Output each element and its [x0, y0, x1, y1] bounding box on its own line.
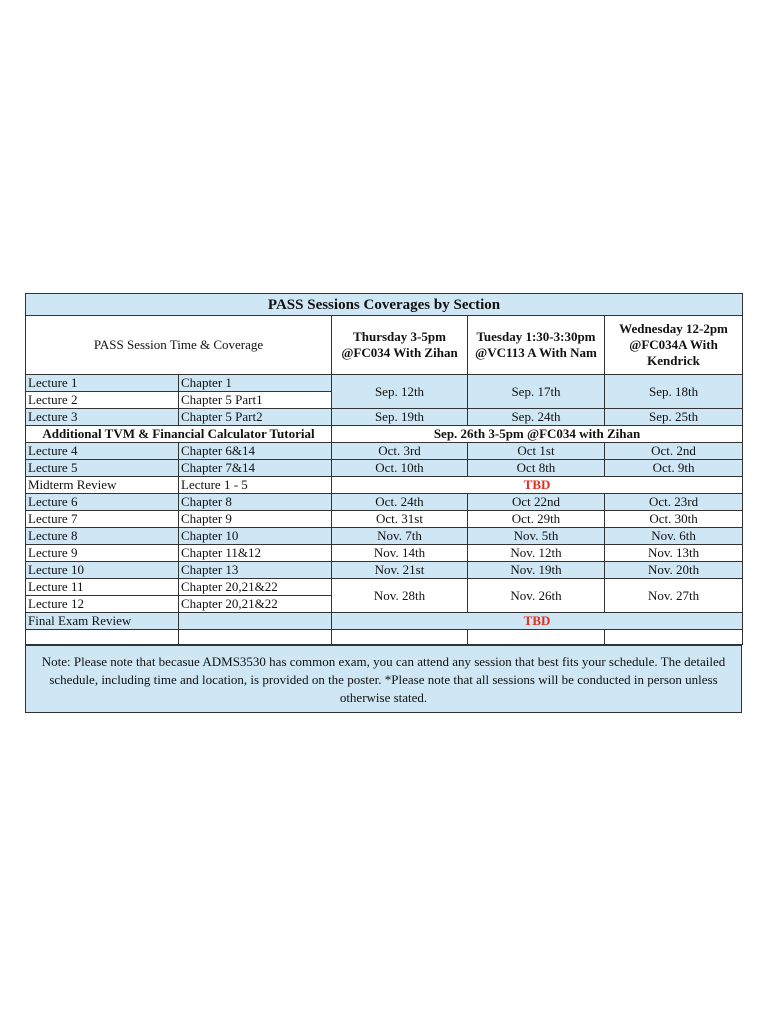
date-cell: Oct 22nd [468, 494, 605, 511]
header-section-thursday: Thursday 3-5pm @FC034 With Zihan [332, 316, 468, 375]
spacer-cell [26, 630, 179, 645]
lecture-cell: Lecture 5 [26, 460, 179, 477]
chapter-cell: Chapter 9 [179, 511, 332, 528]
final-tbd: TBD [332, 613, 743, 630]
midterm-tbd: TBD [332, 477, 743, 494]
date-cell: Nov. 27th [605, 579, 743, 613]
table-row [26, 511, 743, 528]
lecture-cell: Lecture 6 [26, 494, 179, 511]
chapter-cell: Chapter 20,21&22 [179, 579, 332, 596]
date-cell: Nov. 13th [605, 545, 743, 562]
chapter-cell: Chapter 11&12 [179, 545, 332, 562]
table-row [26, 545, 743, 562]
table-row [26, 409, 743, 426]
table-row [26, 426, 743, 443]
note-text: Note: Please note that becasue ADMS3530 has common exam, you can attend any session that best fits your schedule. The detailed schedule, including time and location, is provided on the poster. *Please note that all sessions will be conducted in person unless otherwise stated. [41, 654, 726, 705]
date-cell: Nov. 14th [332, 545, 468, 562]
chapter-cell [179, 613, 332, 630]
date-cell: Oct. 24th [332, 494, 468, 511]
date-cell: Oct. 10th [332, 460, 468, 477]
lecture-cell: Lecture 1 [26, 375, 179, 392]
table-row [26, 562, 743, 579]
chapter-cell: Chapter 5 Part2 [179, 409, 332, 426]
date-cell: Sep. 18th [605, 375, 743, 409]
tvm-label: Additional TVM & Financial Calculator Tutorial [26, 426, 332, 443]
date-cell: Oct. 9th [605, 460, 743, 477]
date-cell: Sep. 19th [332, 409, 468, 426]
date-cell: Oct. 23rd [605, 494, 743, 511]
date-cell: Sep. 25th [605, 409, 743, 426]
lecture-cell: Lecture 4 [26, 443, 179, 460]
chapter-cell: Chapter 13 [179, 562, 332, 579]
lecture-cell: Midterm Review [26, 477, 179, 494]
date-cell: Nov. 12th [468, 545, 605, 562]
chapter-cell: Chapter 7&14 [179, 460, 332, 477]
chapter-cell: Lecture 1 - 5 [179, 477, 332, 494]
date-cell: Oct. 2nd [605, 443, 743, 460]
table-row [26, 477, 743, 494]
date-cell: Nov. 19th [468, 562, 605, 579]
tvm-value: Sep. 26th 3-5pm @FC034 with Zihan [332, 426, 743, 443]
table-row [26, 460, 743, 477]
chapter-cell: Chapter 8 [179, 494, 332, 511]
coverage-document [25, 293, 742, 713]
date-cell: Oct. 3rd [332, 443, 468, 460]
chapter-cell: Chapter 20,21&22 [179, 596, 332, 613]
lecture-cell: Lecture 9 [26, 545, 179, 562]
table-row [26, 494, 743, 511]
date-cell: Nov. 21st [332, 562, 468, 579]
spacer-cell [179, 630, 332, 645]
date-cell: Oct. 30th [605, 511, 743, 528]
lecture-cell: Final Exam Review [26, 613, 179, 630]
date-cell: Oct 1st [468, 443, 605, 460]
date-cell: Nov. 20th [605, 562, 743, 579]
table-row [26, 375, 743, 392]
date-cell: Nov. 28th [332, 579, 468, 613]
chapter-cell: Chapter 5 Part1 [179, 392, 332, 409]
date-cell: Nov. 7th [332, 528, 468, 545]
date-cell: Oct. 29th [468, 511, 605, 528]
chapter-cell: Chapter 1 [179, 375, 332, 392]
date-cell: Nov. 5th [468, 528, 605, 545]
header-section-wednesday: Wednesday 12-2pm @FC034A With Kendrick [605, 316, 743, 375]
date-cell: Sep. 12th [332, 375, 468, 409]
header-section-tuesday: Tuesday 1:30-3:30pm @VC113 A With Nam [468, 316, 605, 375]
spacer-cell [332, 630, 468, 645]
date-cell: Oct. 31st [332, 511, 468, 528]
spacer-row [26, 630, 743, 645]
table-title: PASS Sessions Coverages by Section [26, 294, 743, 316]
date-cell: Sep. 24th [468, 409, 605, 426]
spacer-cell [605, 630, 743, 645]
lecture-cell: Lecture 12 [26, 596, 179, 613]
header-coverage: PASS Session Time & Coverage [26, 316, 332, 375]
date-cell: Oct 8th [468, 460, 605, 477]
table-row [26, 528, 743, 545]
table-row [26, 613, 743, 630]
lecture-cell: Lecture 10 [26, 562, 179, 579]
lecture-cell: Lecture 7 [26, 511, 179, 528]
date-cell: Nov. 6th [605, 528, 743, 545]
table-row [26, 443, 743, 460]
lecture-cell: Lecture 2 [26, 392, 179, 409]
table-row [26, 579, 743, 596]
coverage-table [25, 293, 743, 645]
title-row [26, 294, 743, 316]
chapter-cell: Chapter 10 [179, 528, 332, 545]
date-cell: Sep. 17th [468, 375, 605, 409]
chapter-cell: Chapter 6&14 [179, 443, 332, 460]
note-box [25, 645, 742, 713]
header-row [26, 316, 743, 375]
spacer-cell [468, 630, 605, 645]
date-cell: Nov. 26th [468, 579, 605, 613]
lecture-cell: Lecture 8 [26, 528, 179, 545]
lecture-cell: Lecture 11 [26, 579, 179, 596]
lecture-cell: Lecture 3 [26, 409, 179, 426]
